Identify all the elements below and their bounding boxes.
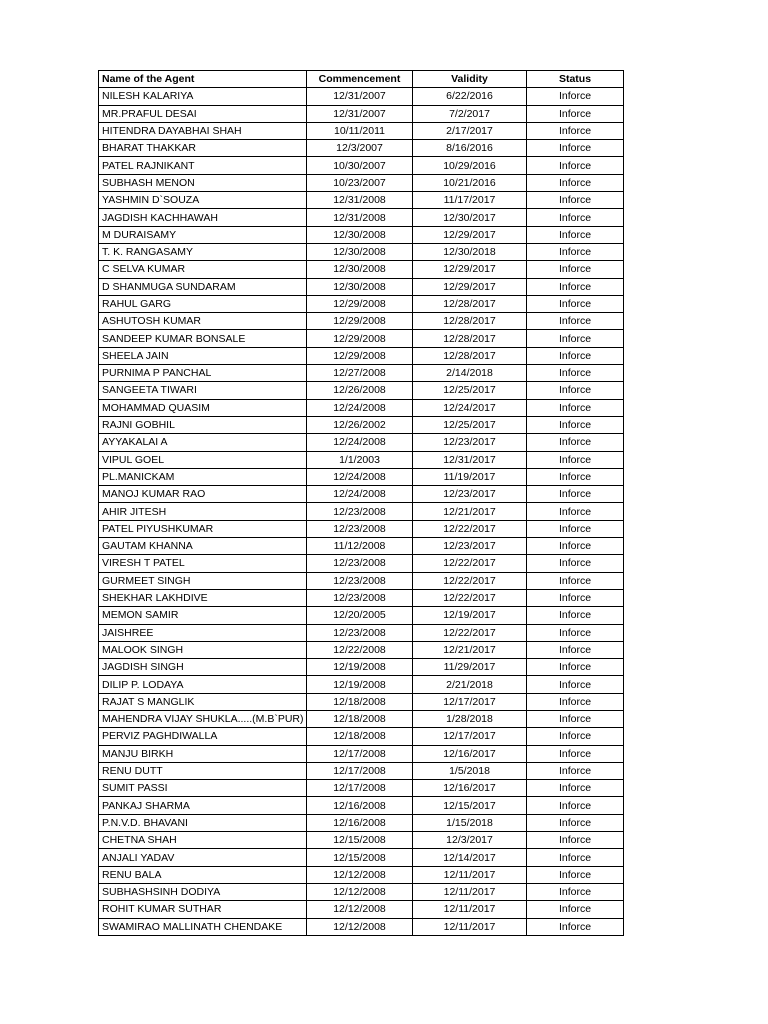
- status-cell: Inforce: [527, 486, 624, 503]
- agent-name-cell: MANJU BIRKH: [99, 745, 307, 762]
- commencement-cell: 12/26/2002: [307, 416, 413, 433]
- agent-name-cell: SANGEETA TIWARI: [99, 382, 307, 399]
- agent-name-cell: M DURAISAMY: [99, 226, 307, 243]
- status-cell: Inforce: [527, 295, 624, 312]
- agent-name-cell: RAJAT S MANGLIK: [99, 693, 307, 710]
- status-cell: Inforce: [527, 589, 624, 606]
- agent-name-cell: GURMEET SINGH: [99, 572, 307, 589]
- table-row: [99, 295, 624, 312]
- validity-cell: 6/22/2016: [413, 88, 527, 105]
- validity-cell: 7/2/2017: [413, 105, 527, 122]
- agent-name-cell: P.N.V.D. BHAVANI: [99, 814, 307, 831]
- validity-cell: 12/17/2017: [413, 728, 527, 745]
- validity-cell: 10/29/2016: [413, 157, 527, 174]
- validity-cell: 12/30/2018: [413, 243, 527, 260]
- agent-name-cell: MR.PRAFUL DESAI: [99, 105, 307, 122]
- agent-name-cell: SUMIT PASSI: [99, 780, 307, 797]
- validity-cell: 1/15/2018: [413, 814, 527, 831]
- commencement-cell: 12/29/2008: [307, 347, 413, 364]
- validity-cell: 12/11/2017: [413, 883, 527, 900]
- status-cell: Inforce: [527, 140, 624, 157]
- table-row: [99, 728, 624, 745]
- validity-cell: 12/22/2017: [413, 555, 527, 572]
- validity-cell: 12/15/2017: [413, 797, 527, 814]
- commencement-cell: 12/16/2008: [307, 797, 413, 814]
- commencement-cell: 12/23/2008: [307, 555, 413, 572]
- agent-name-cell: MALOOK SINGH: [99, 641, 307, 658]
- table-body: [99, 88, 624, 936]
- commencement-cell: 12/31/2007: [307, 88, 413, 105]
- validity-cell: 1/5/2018: [413, 762, 527, 779]
- header-commencement: Commencement: [307, 71, 413, 88]
- validity-cell: 12/30/2017: [413, 209, 527, 226]
- commencement-cell: 12/20/2005: [307, 607, 413, 624]
- status-cell: Inforce: [527, 901, 624, 918]
- table-row: [99, 710, 624, 727]
- validity-cell: 12/25/2017: [413, 382, 527, 399]
- validity-cell: 12/22/2017: [413, 572, 527, 589]
- table-row: [99, 693, 624, 710]
- agent-name-cell: NILESH KALARIYA: [99, 88, 307, 105]
- validity-cell: 12/16/2017: [413, 745, 527, 762]
- validity-cell: 12/22/2017: [413, 520, 527, 537]
- commencement-cell: 12/12/2008: [307, 901, 413, 918]
- agent-name-cell: ASHUTOSH KUMAR: [99, 313, 307, 330]
- status-cell: Inforce: [527, 572, 624, 589]
- agent-name-cell: VIPUL GOEL: [99, 451, 307, 468]
- agent-name-cell: RENU BALA: [99, 866, 307, 883]
- commencement-cell: 12/18/2008: [307, 710, 413, 727]
- agent-name-cell: PERVIZ PAGHDIWALLA: [99, 728, 307, 745]
- status-cell: Inforce: [527, 607, 624, 624]
- table-row: [99, 157, 624, 174]
- table-row: [99, 883, 624, 900]
- agent-name-cell: T. K. RANGASAMY: [99, 243, 307, 260]
- commencement-cell: 12/29/2008: [307, 330, 413, 347]
- agent-name-cell: BHARAT THAKKAR: [99, 140, 307, 157]
- agent-name-cell: SANDEEP KUMAR BONSALE: [99, 330, 307, 347]
- status-cell: Inforce: [527, 659, 624, 676]
- table-row: [99, 797, 624, 814]
- validity-cell: 12/22/2017: [413, 589, 527, 606]
- commencement-cell: 12/31/2008: [307, 192, 413, 209]
- table-row: [99, 174, 624, 191]
- validity-cell: 12/23/2017: [413, 434, 527, 451]
- status-cell: Inforce: [527, 693, 624, 710]
- table-row: [99, 814, 624, 831]
- header-validity: Validity: [413, 71, 527, 88]
- validity-cell: 12/28/2017: [413, 313, 527, 330]
- validity-cell: 12/23/2017: [413, 486, 527, 503]
- commencement-cell: 12/12/2008: [307, 883, 413, 900]
- commencement-cell: 12/16/2008: [307, 814, 413, 831]
- validity-cell: 12/29/2017: [413, 278, 527, 295]
- validity-cell: 11/17/2017: [413, 192, 527, 209]
- validity-cell: 12/29/2017: [413, 261, 527, 278]
- status-cell: Inforce: [527, 434, 624, 451]
- table-row: [99, 762, 624, 779]
- agent-name-cell: SHEELA JAIN: [99, 347, 307, 364]
- commencement-cell: 12/23/2008: [307, 624, 413, 641]
- commencement-cell: 12/17/2008: [307, 780, 413, 797]
- agent-name-cell: RAHUL GARG: [99, 295, 307, 312]
- table-row: [99, 624, 624, 641]
- table-row: [99, 105, 624, 122]
- commencement-cell: 12/29/2008: [307, 313, 413, 330]
- agent-name-cell: PANKAJ SHARMA: [99, 797, 307, 814]
- commencement-cell: 10/23/2007: [307, 174, 413, 191]
- agent-name-cell: PURNIMA P PANCHAL: [99, 365, 307, 382]
- commencement-cell: 12/24/2008: [307, 486, 413, 503]
- table-row: [99, 538, 624, 555]
- table-row: [99, 382, 624, 399]
- commencement-cell: 12/23/2008: [307, 572, 413, 589]
- agent-name-cell: DILIP P. LODAYA: [99, 676, 307, 693]
- commencement-cell: 12/23/2008: [307, 503, 413, 520]
- status-cell: Inforce: [527, 226, 624, 243]
- table-row: [99, 416, 624, 433]
- validity-cell: 11/29/2017: [413, 659, 527, 676]
- commencement-cell: 12/27/2008: [307, 365, 413, 382]
- status-cell: Inforce: [527, 278, 624, 295]
- status-cell: Inforce: [527, 105, 624, 122]
- table-row: [99, 330, 624, 347]
- validity-cell: 12/25/2017: [413, 416, 527, 433]
- agent-name-cell: MOHAMMAD QUASIM: [99, 399, 307, 416]
- table-row: [99, 226, 624, 243]
- validity-cell: 12/3/2017: [413, 832, 527, 849]
- validity-cell: 12/11/2017: [413, 918, 527, 935]
- validity-cell: 2/21/2018: [413, 676, 527, 693]
- commencement-cell: 12/18/2008: [307, 728, 413, 745]
- commencement-cell: 12/18/2008: [307, 693, 413, 710]
- table-row: [99, 468, 624, 485]
- agent-name-cell: GAUTAM KHANNA: [99, 538, 307, 555]
- validity-cell: 12/31/2017: [413, 451, 527, 468]
- commencement-cell: 12/24/2008: [307, 399, 413, 416]
- status-cell: Inforce: [527, 88, 624, 105]
- validity-cell: 12/22/2017: [413, 624, 527, 641]
- table-row: [99, 641, 624, 658]
- validity-cell: 12/11/2017: [413, 866, 527, 883]
- status-cell: Inforce: [527, 243, 624, 260]
- commencement-cell: 12/15/2008: [307, 849, 413, 866]
- status-cell: Inforce: [527, 416, 624, 433]
- status-cell: Inforce: [527, 624, 624, 641]
- commencement-cell: 11/12/2008: [307, 538, 413, 555]
- validity-cell: 12/28/2017: [413, 295, 527, 312]
- status-cell: Inforce: [527, 330, 624, 347]
- validity-cell: 10/21/2016: [413, 174, 527, 191]
- agent-name-cell: C SELVA KUMAR: [99, 261, 307, 278]
- agent-name-cell: SHEKHAR LAKHDIVE: [99, 589, 307, 606]
- commencement-cell: 12/23/2008: [307, 589, 413, 606]
- table-row: [99, 918, 624, 935]
- table-row: [99, 676, 624, 693]
- table-row: [99, 866, 624, 883]
- status-cell: Inforce: [527, 261, 624, 278]
- commencement-cell: 12/15/2008: [307, 832, 413, 849]
- status-cell: Inforce: [527, 728, 624, 745]
- status-cell: Inforce: [527, 122, 624, 139]
- status-cell: Inforce: [527, 520, 624, 537]
- validity-cell: 12/23/2017: [413, 538, 527, 555]
- status-cell: Inforce: [527, 503, 624, 520]
- validity-cell: 2/17/2017: [413, 122, 527, 139]
- commencement-cell: 12/17/2008: [307, 745, 413, 762]
- table-row: [99, 659, 624, 676]
- validity-cell: 12/28/2017: [413, 330, 527, 347]
- status-cell: Inforce: [527, 538, 624, 555]
- status-cell: Inforce: [527, 883, 624, 900]
- agent-name-cell: SUBHASHSINH DODIYA: [99, 883, 307, 900]
- agent-name-cell: JAGDISH SINGH: [99, 659, 307, 676]
- commencement-cell: 12/19/2008: [307, 659, 413, 676]
- agents-table: [98, 70, 624, 936]
- status-cell: Inforce: [527, 814, 624, 831]
- status-cell: Inforce: [527, 347, 624, 364]
- agent-name-cell: YASHMIN D`SOUZA: [99, 192, 307, 209]
- agent-name-cell: MEMON SAMIR: [99, 607, 307, 624]
- commencement-cell: 12/31/2007: [307, 105, 413, 122]
- commencement-cell: 12/17/2008: [307, 762, 413, 779]
- commencement-cell: 12/30/2008: [307, 243, 413, 260]
- agent-name-cell: ROHIT KUMAR SUTHAR: [99, 901, 307, 918]
- status-cell: Inforce: [527, 174, 624, 191]
- table-row: [99, 209, 624, 226]
- table-row: [99, 313, 624, 330]
- table-row: [99, 832, 624, 849]
- agent-name-cell: PATEL PIYUSHKUMAR: [99, 520, 307, 537]
- status-cell: Inforce: [527, 710, 624, 727]
- table-row: [99, 572, 624, 589]
- validity-cell: 12/29/2017: [413, 226, 527, 243]
- table-row: [99, 434, 624, 451]
- table-row: [99, 347, 624, 364]
- agent-name-cell: RENU DUTT: [99, 762, 307, 779]
- table-header: [99, 71, 624, 88]
- table-row: [99, 140, 624, 157]
- commencement-cell: 1/1/2003: [307, 451, 413, 468]
- commencement-cell: 12/12/2008: [307, 918, 413, 935]
- status-cell: Inforce: [527, 399, 624, 416]
- agent-name-cell: CHETNA SHAH: [99, 832, 307, 849]
- commencement-cell: 12/26/2008: [307, 382, 413, 399]
- commencement-cell: 10/11/2011: [307, 122, 413, 139]
- validity-cell: 12/14/2017: [413, 849, 527, 866]
- status-cell: Inforce: [527, 641, 624, 658]
- validity-cell: 12/19/2017: [413, 607, 527, 624]
- commencement-cell: 12/24/2008: [307, 434, 413, 451]
- agent-name-cell: PATEL RAJNIKANT: [99, 157, 307, 174]
- status-cell: Inforce: [527, 451, 624, 468]
- agent-name-cell: AYYAKALAI A: [99, 434, 307, 451]
- agent-name-cell: HITENDRA DAYABHAI SHAH: [99, 122, 307, 139]
- agent-name-cell: VIRESH T PATEL: [99, 555, 307, 572]
- table-row: [99, 261, 624, 278]
- status-cell: Inforce: [527, 762, 624, 779]
- table-row: [99, 88, 624, 105]
- table-row: [99, 365, 624, 382]
- status-cell: Inforce: [527, 365, 624, 382]
- status-cell: Inforce: [527, 313, 624, 330]
- status-cell: Inforce: [527, 676, 624, 693]
- commencement-cell: 12/31/2008: [307, 209, 413, 226]
- status-cell: Inforce: [527, 849, 624, 866]
- agent-name-cell: PL.MANICKAM: [99, 468, 307, 485]
- table-row: [99, 399, 624, 416]
- agent-name-cell: SWAMIRAO MALLINATH CHENDAKE: [99, 918, 307, 935]
- table-row: [99, 192, 624, 209]
- table-row: [99, 486, 624, 503]
- validity-cell: 1/28/2018: [413, 710, 527, 727]
- validity-cell: 12/11/2017: [413, 901, 527, 918]
- header-name-of-agent: Name of the Agent: [99, 71, 307, 88]
- commencement-cell: 12/12/2008: [307, 866, 413, 883]
- table-row: [99, 901, 624, 918]
- commencement-cell: 12/23/2008: [307, 520, 413, 537]
- validity-cell: 8/16/2016: [413, 140, 527, 157]
- table-row: [99, 780, 624, 797]
- table-row: [99, 278, 624, 295]
- status-cell: Inforce: [527, 555, 624, 572]
- validity-cell: 12/21/2017: [413, 503, 527, 520]
- commencement-cell: 12/30/2008: [307, 226, 413, 243]
- agent-name-cell: RAJNI GOBHIL: [99, 416, 307, 433]
- commencement-cell: 12/22/2008: [307, 641, 413, 658]
- agent-name-cell: JAISHREE: [99, 624, 307, 641]
- agent-name-cell: D SHANMUGA SUNDARAM: [99, 278, 307, 295]
- commencement-cell: 12/24/2008: [307, 468, 413, 485]
- status-cell: Inforce: [527, 192, 624, 209]
- header-row: [99, 71, 624, 88]
- status-cell: Inforce: [527, 780, 624, 797]
- validity-cell: 12/17/2017: [413, 693, 527, 710]
- commencement-cell: 12/3/2007: [307, 140, 413, 157]
- commencement-cell: 12/29/2008: [307, 295, 413, 312]
- table-row: [99, 520, 624, 537]
- commencement-cell: 12/30/2008: [307, 261, 413, 278]
- status-cell: Inforce: [527, 745, 624, 762]
- table-row: [99, 243, 624, 260]
- validity-cell: 11/19/2017: [413, 468, 527, 485]
- table-row: [99, 589, 624, 606]
- validity-cell: 12/21/2017: [413, 641, 527, 658]
- table-row: [99, 745, 624, 762]
- status-cell: Inforce: [527, 866, 624, 883]
- status-cell: Inforce: [527, 797, 624, 814]
- validity-cell: 2/14/2018: [413, 365, 527, 382]
- table-row: [99, 122, 624, 139]
- status-cell: Inforce: [527, 209, 624, 226]
- status-cell: Inforce: [527, 832, 624, 849]
- agent-name-cell: ANJALI YADAV: [99, 849, 307, 866]
- validity-cell: 12/28/2017: [413, 347, 527, 364]
- table-row: [99, 849, 624, 866]
- commencement-cell: 10/30/2007: [307, 157, 413, 174]
- table-row: [99, 555, 624, 572]
- status-cell: Inforce: [527, 918, 624, 935]
- table-row: [99, 607, 624, 624]
- table-row: [99, 451, 624, 468]
- status-cell: Inforce: [527, 468, 624, 485]
- table-row: [99, 503, 624, 520]
- validity-cell: 12/24/2017: [413, 399, 527, 416]
- commencement-cell: 12/19/2008: [307, 676, 413, 693]
- commencement-cell: 12/30/2008: [307, 278, 413, 295]
- agent-name-cell: SUBHASH MENON: [99, 174, 307, 191]
- agent-name-cell: MANOJ KUMAR RAO: [99, 486, 307, 503]
- status-cell: Inforce: [527, 157, 624, 174]
- status-cell: Inforce: [527, 382, 624, 399]
- agent-name-cell: JAGDISH KACHHAWAH: [99, 209, 307, 226]
- agent-name-cell: MAHENDRA VIJAY SHUKLA.....(M.B`PUR): [99, 710, 307, 727]
- validity-cell: 12/16/2017: [413, 780, 527, 797]
- agent-name-cell: AHIR JITESH: [99, 503, 307, 520]
- header-status: Status: [527, 71, 624, 88]
